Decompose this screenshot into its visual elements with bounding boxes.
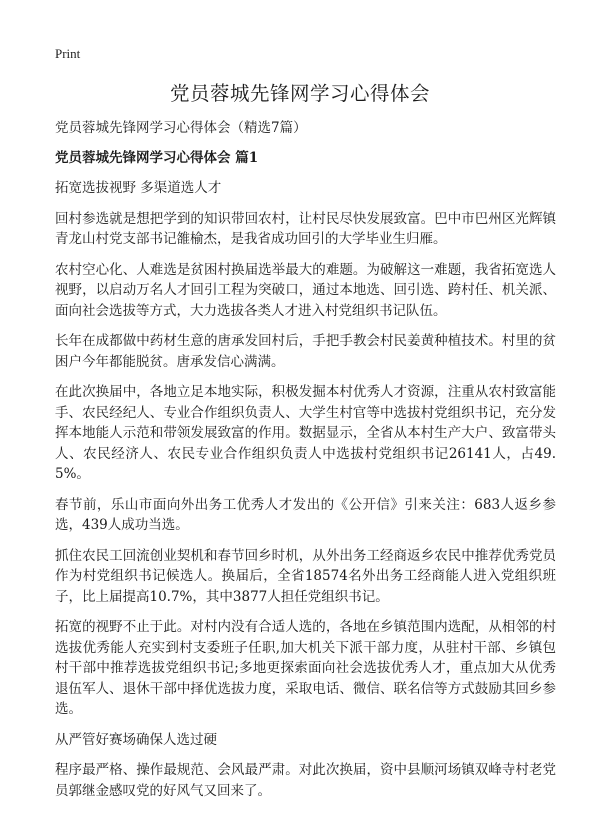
print-link[interactable]: Print	[55, 46, 81, 61]
paragraph: 抓住农民工回流创业契机和春节回乡时机，从外出务工经商返乡农民中推荐优秀党员作为村党组织书记候选人。换届后，全省18574名外出务工经商能人进入党组织班子，比上届提高10.7%，其中3877人担任党组织书记。	[55, 547, 556, 605]
paragraph: 在此次换届中，各地立足本地实际，积极发掘本村优秀人才资源，注重从农村致富能手、农民经纪人、专业合作组织负责人、大学生村官等中选拔村党组织书记，充分发挥本地能人示范和带领发展致富的作用。数据显示，全省从本村生产大户、致富带头人、农民经济人、农民专业合作组织负责人中选拔村党组织书记26141人，占49.5%。	[55, 384, 556, 482]
page-title: 党员蓉城先锋网学习心得体会	[169, 82, 430, 105]
paragraph-subheading-2: 从严管好赛场确保人选过硬	[55, 731, 217, 748]
paragraph: 农村空心化、人难选是贫困村换届选举最大的难题。为破解这一难题，我省拓宽选人视野，以启动万名人才回引工程为突破口，通过本地选、回引选、跨村任、机关派、面向社会选拔等方式，大力选拔各类人才进入村党组织书记队伍。	[55, 261, 556, 319]
section-heading: 党员蓉城先锋网学习心得体会 篇1	[55, 150, 259, 166]
paragraph: 回村参选就是想把学到的知识带回农村，让村民尽快发展致富。巴中市巴州区光辉镇青龙山村党支部书记雒榆杰，是我省成功回引的大学毕业生归雁。	[55, 210, 556, 247]
paragraph-subheading-1: 拓宽选拔视野 多渠道选人才	[55, 180, 222, 196]
paragraph: 春节前，乐山市面向外出务工优秀人才发出的《公开信》引来关注：683人返乡参选，439人成功当选。	[55, 496, 556, 533]
paragraph: 程序最严格、操作最规范、会风最严肃。对此次换届，资中县顺河场镇双峰寺村老党员郭继金感叹党的好风气又回来了。	[55, 762, 556, 799]
article-subtitle: 党员蓉城先锋网学习心得体会（精选7篇）	[55, 120, 307, 136]
article-body	[55, 118, 556, 811]
paragraph: 拓宽的视野不止于此。对村内没有合适人选的，各地在乡镇范围内选配，从相邻的村选拔优秀能人充实到村支委班子任职,加大机关下派干部力度，从驻村干部、乡镇包村干部中推荐选拔党组织书记;多地更探索面向社会选拔优秀人才，重点加大从优秀退伍军人、退休干部中择优选拔力度，采取电话、微信、联名信等方式鼓励其回乡参选。	[55, 619, 556, 717]
paragraph: 长年在成都做中药材生意的唐承发回村后，手把手教会村民姜黄种植技术。村里的贫困户今年都能脱贫。唐承发信心满满。	[55, 333, 556, 370]
